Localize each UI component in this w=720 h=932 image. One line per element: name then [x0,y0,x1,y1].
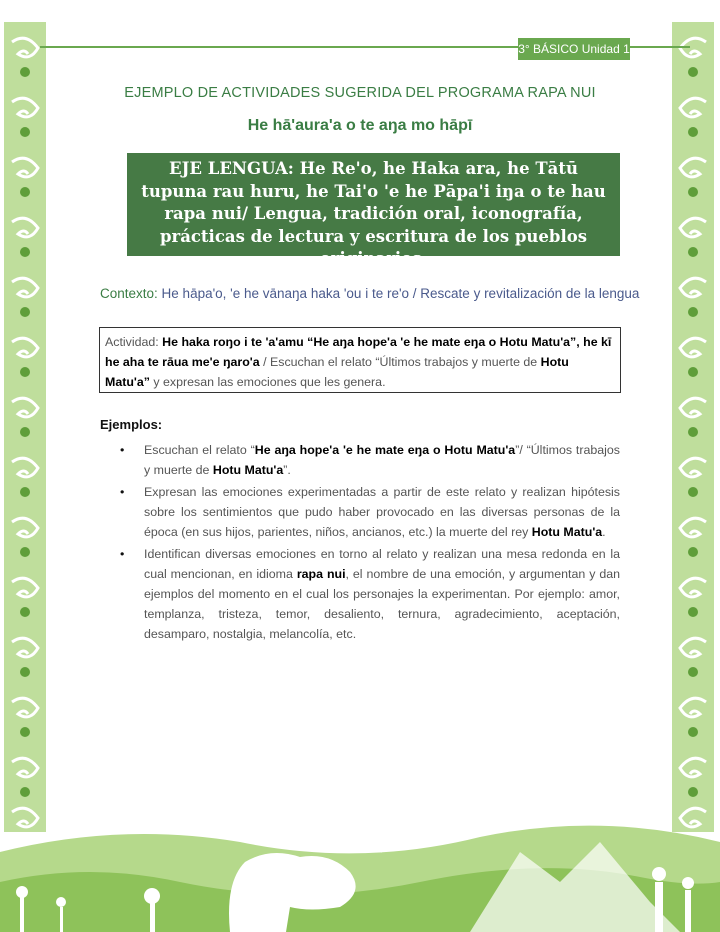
page-subtitle: He hā'aura'a o te aŋa mo hāpī [247,117,473,134]
item-bold: rapa nui [296,567,346,581]
item-text: , el nombre de una emoción, y argumentan y dan ejemplos del momento en el cual los personajes la experimentan. Por ejemplo: amor, templanza, tristeza, temor, desaliento, ternura, agradecimiento, aceptación, desamparo, nostalgia, melancolía, etc. [144,567,620,641]
examples-list [100,440,620,646]
examples-title: Ejemplos: [100,417,163,432]
item-text: Identifican diversas emociones en torno al relato y realizan una mesa redonda en la cual mencionan, en idioma [144,547,620,581]
context-line [100,286,639,301]
item-bold: He aŋa hope'a 'e he mate eŋa o Hotu Matu'a [254,443,516,457]
item-text: Expresan las emociones experimentadas a partir de este relato y realizan hipótesis sobre los sentimientos que pudo haber provocado en las diversas personas de la época (en sus hijos, parientes, niños, ancianos, etc.) la muerte del rey [144,485,620,539]
list-item [100,482,620,542]
activity-text-1: / Escuchan el relato “Últimos trabajos y muerte de [259,355,541,369]
context-label: Contexto: [100,286,158,301]
list-item [100,544,620,644]
bullet-icon: • [120,547,125,561]
activity-name: Hotu Matu'a” [105,355,569,389]
item-bold: Hotu Matu'a [531,525,603,539]
landscape-silhouette-icon [0,812,720,932]
spiral-border-left-icon [4,22,46,832]
bullet-icon: • [120,485,125,499]
activity-title-rapanui: He haka roŋo i te 'a'amu “He aŋa hope'a 'e he mate eŋa o Hotu Matu'a”, he kī he aha te rāua me'e ŋaro'a [105,335,612,369]
item-text: . [602,525,606,539]
item-text: Escuchan el relato “ [144,443,255,457]
bullet-icon: • [120,443,125,457]
item-bold: Hotu Matu'a [212,463,284,477]
list-item [100,440,620,480]
item-text: ”. [283,463,291,477]
context-text: He hāpa'o, 'e he vānaŋa haka 'ou i te re'o / Rescate y revitalización de la lengua [157,286,640,301]
page-title: EJEMPLO DE ACTIVIDADES SUGERIDA DEL PROGRAMA RAPA NUI [124,85,596,101]
unit-tab: 3° BÁSICO Unidad 1 [518,38,630,60]
item-text: ”/ “Últimos trabajos y muerte de [144,443,620,477]
activity-text-2: y expresan las emociones que les genera. [149,375,386,389]
axis-banner: EJE LENGUA: He Re'o, he Haka ara, he Tātū tupuna rau huru, he Tai'o 'e he Pāpa'i iŋa o te hau rapa nui/ Lengua, tradición oral, iconografía, prácticas de lectura y escritura de los pueblos originarios. [127,153,620,256]
activity-label: Actividad: [105,335,163,349]
activity-box [99,327,621,393]
spiral-border-right-icon [672,22,714,832]
